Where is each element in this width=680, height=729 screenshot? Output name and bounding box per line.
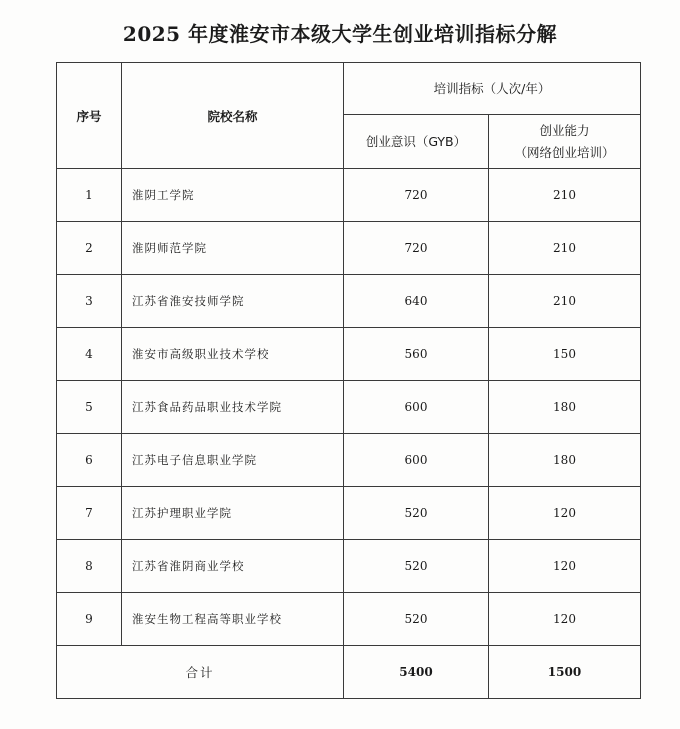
row-index: 1: [57, 169, 122, 222]
table-row: [57, 328, 641, 381]
row-index: 5: [57, 381, 122, 434]
total-network: 1500: [489, 646, 641, 699]
row-gyb: 640: [344, 275, 489, 328]
row-gyb: 520: [344, 487, 489, 540]
table-row: [57, 487, 641, 540]
row-network: 150: [489, 328, 641, 381]
table-row: [57, 540, 641, 593]
row-network: 210: [489, 222, 641, 275]
row-school: 淮阴工学院: [122, 169, 344, 222]
row-school: 江苏省淮安技师学院: [122, 275, 344, 328]
quota-table: [56, 62, 641, 699]
row-gyb: 720: [344, 169, 489, 222]
document-title: 2025 年度淮安市本级大学生创业培训指标分解: [122, 22, 558, 46]
table-row: [57, 593, 641, 646]
row-gyb: 560: [344, 328, 489, 381]
row-school: 江苏电子信息职业学院: [122, 434, 344, 487]
table-row: [57, 169, 641, 222]
table-row: [57, 275, 641, 328]
row-network: 180: [489, 381, 641, 434]
row-school: 淮阴师范学院: [122, 222, 344, 275]
table-row: [57, 434, 641, 487]
row-gyb: 600: [344, 381, 489, 434]
header-school: 院校名称: [122, 63, 344, 169]
total-gyb: 5400: [344, 646, 489, 699]
row-index: 3: [57, 275, 122, 328]
row-school: 江苏护理职业学院: [122, 487, 344, 540]
row-network: 120: [489, 593, 641, 646]
header-group: 培训指标（人次/年）: [344, 63, 641, 115]
row-index: 2: [57, 222, 122, 275]
total-row: [57, 646, 641, 699]
table-row: [57, 381, 641, 434]
total-label: 合计: [57, 646, 344, 699]
row-index: 8: [57, 540, 122, 593]
row-school: 淮安生物工程高等职业学校: [122, 593, 344, 646]
row-gyb: 520: [344, 540, 489, 593]
row-index: 4: [57, 328, 122, 381]
header-network: [489, 115, 641, 169]
row-index: 6: [57, 434, 122, 487]
row-network: 180: [489, 434, 641, 487]
row-network: 210: [489, 169, 641, 222]
row-index: 7: [57, 487, 122, 540]
row-school: 淮安市高级职业技术学校: [122, 328, 344, 381]
row-gyb: 720: [344, 222, 489, 275]
header-network-line2: （网络创业培训）: [514, 144, 615, 160]
row-school: 江苏食品药品职业技术学院: [122, 381, 344, 434]
header-row: [57, 63, 641, 115]
row-network: 210: [489, 275, 641, 328]
table-row: [57, 222, 641, 275]
row-network: 120: [489, 487, 641, 540]
row-school: 江苏省淮阴商业学校: [122, 540, 344, 593]
header-network-line1: 创业能力: [539, 122, 590, 138]
row-gyb: 600: [344, 434, 489, 487]
row-network: 120: [489, 540, 641, 593]
row-gyb: 520: [344, 593, 489, 646]
header-gyb: 创业意识（GYB）: [344, 115, 489, 169]
row-index: 9: [57, 593, 122, 646]
header-index: 序号: [57, 63, 122, 169]
